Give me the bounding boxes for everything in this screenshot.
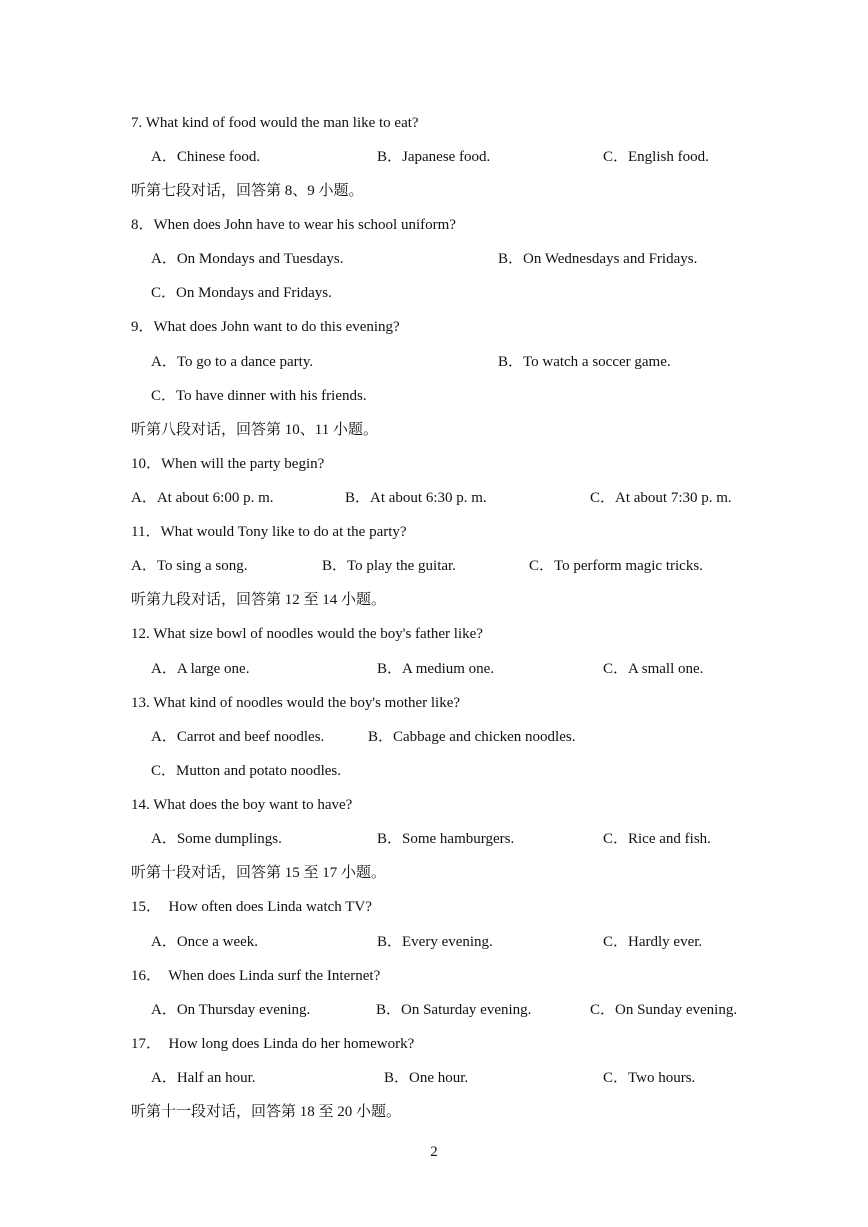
option-11b: B．To play the guitar. (322, 558, 456, 574)
question-14: 14. What does the boy want to have? (131, 797, 353, 813)
option-16a: A．On Thursday evening. (151, 1002, 311, 1018)
option-15c: C．Hardly ever. (603, 934, 703, 950)
option-14b: B．Some hamburgers. (377, 831, 515, 847)
section-heading-8: 听第八段对话，回答第 10、11 小题。 (131, 422, 378, 438)
section-heading-9: 听第九段对话，回答第 12 至 14 小题。 (131, 592, 387, 608)
option-7b: B．Japanese food. (377, 149, 491, 165)
section-heading-7: 听第七段对话，回答第 8、9 小题。 (131, 183, 364, 199)
option-17b: B．One hour. (384, 1070, 469, 1086)
option-9a: A．To go to a dance party. (151, 354, 314, 370)
option-9c: C．To have dinner with his friends. (151, 388, 367, 404)
option-16b: B．On Saturday evening. (376, 1002, 532, 1018)
option-13c: C．Mutton and potato noodles. (151, 763, 341, 779)
option-12c: C．A small one. (603, 661, 704, 677)
question-13: 13. What kind of noodles would the boy's mother like? (131, 695, 461, 711)
option-14c: C．Rice and fish. (603, 831, 711, 847)
section-heading-11: 听第十一段对话，回答第 18 至 20 小题。 (131, 1104, 402, 1120)
option-15b: B．Every evening. (377, 934, 493, 950)
option-10b: B．At about 6:30 p. m. (345, 490, 487, 506)
option-11a: A．To sing a song. (131, 558, 248, 574)
section-heading-10: 听第十段对话，回答第 15 至 17 小题。 (131, 865, 387, 881)
option-12b: B．A medium one. (377, 661, 495, 677)
option-16c: C．On Sunday evening. (590, 1002, 738, 1018)
question-15: 15． How often does Linda watch TV? (131, 899, 372, 915)
option-13a: A．Carrot and beef noodles. (151, 729, 325, 745)
option-8c: C．On Mondays and Fridays. (151, 285, 332, 301)
question-8: 8．When does John have to wear his school uniform? (131, 217, 456, 233)
option-10a: A．At about 6:00 p. m. (131, 490, 274, 506)
question-10: 10．When will the party begin? (131, 456, 325, 472)
option-14a: A．Some dumplings. (151, 831, 282, 847)
option-11c: C．To perform magic tricks. (529, 558, 703, 574)
option-10c: C．At about 7:30 p. m. (590, 490, 732, 506)
option-9b: B．To watch a soccer game. (498, 354, 671, 370)
option-8a: A．On Mondays and Tuesdays. (151, 251, 344, 267)
question-16: 16． When does Linda surf the Internet? (131, 968, 381, 984)
option-7c: C．English food. (603, 149, 709, 165)
question-12: 12. What size bowl of noodles would the boy's father like? (131, 626, 483, 642)
page-number: 2 (430, 1144, 438, 1160)
option-17c: C．Two hours. (603, 1070, 696, 1086)
option-12a: A．A large one. (151, 661, 250, 677)
option-17a: A．Half an hour. (151, 1070, 256, 1086)
option-15a: A．Once a week. (151, 934, 259, 950)
question-7: 7. What kind of food would the man like to eat? (131, 115, 419, 131)
question-9: 9．What does John want to do this evening? (131, 319, 400, 335)
question-17: 17． How long does Linda do her homework? (131, 1036, 415, 1052)
option-13b: B．Cabbage and chicken noodles. (368, 729, 576, 745)
question-11: 11．What would Tony like to do at the party? (131, 524, 407, 540)
option-7a: A．Chinese food. (151, 149, 261, 165)
option-8b: B．On Wednesdays and Fridays. (498, 251, 698, 267)
